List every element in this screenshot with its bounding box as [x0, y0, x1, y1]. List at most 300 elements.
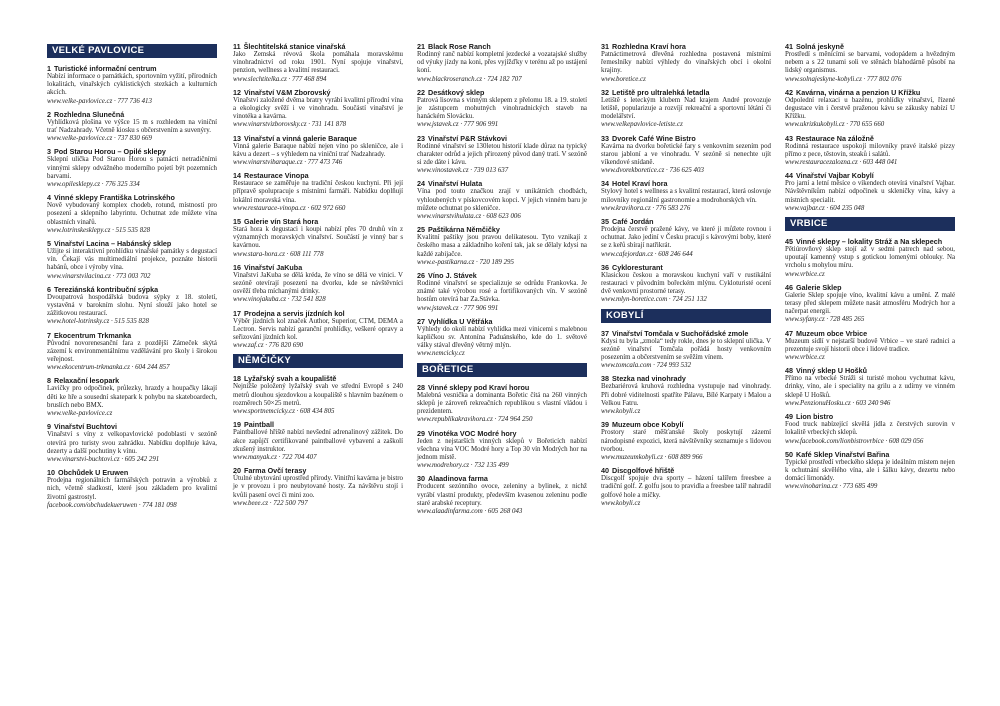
entry-contact-link[interactable]: www.manyak.cz · 722 704 407 — [233, 453, 317, 461]
entry-title-text: Vinařství P&R Stávkovi — [428, 133, 507, 143]
entry-description: Výhledy do okolí nabízí vyhlídka mezi vinicemi s malebnou kapličkou sv. Antonína Paduánského, kde do 1. světové války stával dřevěný větrný mlýn. — [417, 325, 587, 350]
entry-description: Stylový hotel s wellness a s kvalitní restaurací, která oslovuje milovníky regionální gastronomie a modrohorských vín. — [601, 188, 771, 204]
entry-description: Letiště s leteckým klubem Nad krajem André provozuje letiště, popularizuje a rozvíjí rekreační a sportovní létání či modelářství. — [601, 96, 771, 121]
entry-title-text: Farma Ovčí terasy — [244, 466, 307, 476]
entry-title — [417, 179, 587, 188]
entry-title-text: Dvorek Café Wine Bistro — [612, 133, 696, 143]
entry-title — [233, 42, 403, 51]
entry-number: 36 — [601, 262, 609, 272]
attraction-entry — [417, 88, 587, 130]
attraction-entry — [785, 283, 955, 325]
entry-contact-link[interactable]: www.lotrinskesklepy.cz · 515 535 828 — [47, 226, 151, 234]
entry-title-text: Stezka nad vinohrady — [612, 374, 686, 384]
attraction-entry — [233, 171, 403, 213]
entry-number: 4 — [47, 193, 51, 203]
entry-contact-link[interactable]: www.solnajeskyne-kobyli.cz · 777 802 076 — [785, 75, 902, 83]
attraction-entry — [601, 217, 771, 259]
entry-number: 13 — [233, 133, 241, 143]
entry-number: 9 — [47, 422, 51, 432]
entry-title-text: Rozhledna Slunečná — [54, 109, 125, 119]
entry-description: Nejnižše položený lyžařský svah ve střední Evropě s 240 metrů dlouhou sjezdovkou a koupaliště s hlavním bazénem o rozměrech 50×25 metrů. — [233, 383, 403, 407]
entry-description: Rodinný ranč nabízí kompletní jezdecké a vozatajské služby od výuky jízdy na koni, přes vyjížďky v terénu až po ustájení koní. — [417, 51, 587, 75]
entry-number: 45 — [785, 237, 793, 247]
entry-title — [785, 329, 955, 338]
entry-contact-link[interactable]: www.vinobarina.cz · 773 685 499 — [785, 483, 878, 491]
attraction-entry — [601, 42, 771, 84]
entry-number: 41 — [785, 42, 793, 51]
attraction-entry — [785, 42, 955, 84]
entry-title-text: Vinotéka VOC Modré hory — [428, 428, 517, 438]
entry-title-text: Vinařství JaKuba — [244, 262, 303, 272]
entry-contact-link[interactable]: www.vinarstvibaraque.cz · 777 473 746 — [233, 159, 343, 167]
entry-number: 7 — [47, 330, 51, 340]
entry-title — [47, 331, 217, 340]
entry-contact-link[interactable]: www.boretice.cz — [601, 75, 646, 83]
attraction-entry — [417, 474, 587, 516]
entry-title — [601, 88, 771, 97]
entry-title — [47, 468, 217, 477]
attraction-entry — [601, 179, 771, 213]
entry-title — [417, 134, 587, 143]
entry-contact-link[interactable]: www.stara-hora.cz · 608 111 778 — [233, 250, 324, 258]
entry-title-text: Vinné sklepy Františka Lotrinského — [54, 193, 175, 203]
entry-title — [417, 429, 587, 438]
entry-description: Nově vybudovaný komplex chodeb, rotund, místností pro posezení a sklepního labyrintu. Ochutnat zde můžete vína oblastních vinařů. — [47, 202, 217, 226]
section-heading: VRBICE — [785, 217, 955, 231]
entry-description: Kdysi tu byla „zmola“ tedy rokle, dnes je to sklepní ulička. V sezóně vinařství Tomčala pořádá hosty venkovním posezením a občerstvením se svěžím vínem. — [601, 337, 771, 362]
entry-title — [47, 239, 217, 248]
entry-number: 40 — [601, 466, 609, 476]
entry-number: 50 — [785, 449, 793, 459]
entry-title — [785, 412, 955, 421]
column-2 — [233, 42, 403, 512]
attraction-entry — [601, 134, 771, 176]
attraction-entry — [233, 42, 403, 84]
entry-title-text: Discgolfové hřiště — [612, 466, 675, 476]
section-heading: KOBYLÍ — [601, 309, 771, 323]
entry-contact-link[interactable]: www.sportnemcicky.cz · 608 434 805 — [233, 408, 335, 416]
entry-title-text: Vinné sklepy pod Kraví horou — [428, 382, 530, 392]
entry-number: 26 — [417, 271, 425, 281]
entry-contact-link[interactable]: www.tomcala.com · 724 993 532 — [601, 362, 692, 370]
entry-description: Restaurace se zaměřuje na tradiční českou kuchyni. Při její přípravě spolupracuje s místními farmáři. Nabídku doplňují lokální moravská vína. — [233, 180, 403, 204]
entry-number: 35 — [601, 217, 609, 227]
entry-number: 31 — [601, 42, 609, 51]
entry-description: Rodinné vinařství se specializuje se odrůdu Frankovka. Je známé také výrobou rosé a fortifikovaných vín. V sezóně hostům otevírá bar Za.Stávka. — [417, 280, 587, 304]
entry-title-text: Paintball — [244, 420, 274, 430]
entry-description: Sklepní ulička Pod Starou Horou s patnácti netradičními vinnými sklepy odvážného moderního pojetí být pozemních barvami. — [47, 156, 217, 180]
attraction-entry — [233, 420, 403, 462]
entry-description: Vinařství založené dvěma bratry vyrábí kvalitní přírodní vína a ekologicky svěží i ve vinohradu. Součástí vinařství je vinotéka a kavárna. — [233, 96, 403, 121]
entry-contact-link[interactable]: www.mlyn-boretice.com · 724 251 132 — [601, 296, 707, 304]
entry-title-text: Kafé Sklep Vinařství Bařina — [796, 449, 890, 459]
entry-title-text: Vinařství Lacina – Habánský sklep — [54, 239, 172, 249]
entry-number: 11 — [233, 42, 241, 51]
entry-title-text: Obchůdek U Eruwen — [58, 468, 129, 478]
attraction-entry — [47, 193, 217, 235]
entry-title-text: Rozhledna Kraví hora — [612, 42, 686, 51]
entry-contact-link[interactable]: www.modrehory.cz · 732 135 499 — [417, 462, 509, 470]
entry-contact-link[interactable]: www.vinarstvihulata.cz · 608 623 006 — [417, 213, 521, 221]
entry-description: Food truck nabízející skvělá jídla z čerstvých surovin v lokalitě vrbeckých sklepů. — [785, 421, 955, 437]
entry-number: 33 — [601, 133, 609, 143]
entry-title-text: Black Rose Ranch — [428, 42, 491, 51]
entry-number: 23 — [417, 133, 425, 143]
entry-title-text: Tereziánská kontribuční sýpka — [54, 284, 159, 294]
entry-description: Jeden z nejstarších vinných sklepů v Bořeticích nabízí všechna vína VOC Modré hory a Top 30 vín Modrých hor na jednom místě. — [417, 437, 587, 461]
entry-title — [601, 329, 771, 338]
entry-contact-link[interactable]: www.dvorekboretice.cz · 736 625 403 — [601, 167, 704, 175]
entry-title — [47, 285, 217, 294]
attraction-entry — [785, 171, 955, 213]
entry-title — [785, 42, 955, 51]
entry-contact-link[interactable]: www.kobyli.cz — [601, 499, 641, 507]
entry-title-text: Solná jeskyně — [796, 42, 844, 51]
entry-title-text: Vinařství Tomčala v Suchořádské zmole — [612, 328, 749, 338]
attraction-entry — [785, 237, 955, 279]
attraction-entry — [417, 271, 587, 313]
attraction-entry — [47, 331, 217, 373]
entry-description: Pětiúrovňový sklep stojí až v sedmi patrech nad sebou, upoutají kamenný vstup s gotickou lomenými oblouky. Na vrcholu s mohylou míru. — [785, 246, 955, 270]
attraction-entry — [785, 134, 955, 168]
attraction-entry — [417, 429, 587, 471]
entry-title-text: Vinařství Hulata — [428, 179, 483, 189]
entry-description: Prostory staré měšťanské školy poskytují zázemí národopisné expozici, která návštěvníky seznamuje s lidovou tvorbou. — [601, 429, 771, 453]
entry-title — [233, 88, 403, 97]
entry-number: 28 — [417, 382, 425, 392]
entry-title — [601, 217, 771, 226]
section-heading: BOŘETICE — [417, 363, 587, 377]
attraction-entry — [47, 468, 217, 510]
entry-title-text: Galerie vín Stará hora — [244, 217, 319, 227]
entry-number: 10 — [47, 468, 55, 478]
entry-title-text: Lion bistro — [796, 412, 834, 422]
entry-title — [417, 474, 587, 483]
entry-description: Prodejna regionálních farmářských potravin a výrobků z nich, včetně sladkostí, které jsou základem pro kvalitní životní gastrostyl. — [47, 477, 217, 501]
entry-number: 37 — [601, 328, 609, 338]
entry-description: Prostředí s měnícími se barvami, vodopádem a hvězdným nebem a s 22 tunami soli ve stěnách blahodárně působí na lidský organismus. — [785, 51, 955, 75]
entry-number: 1 — [47, 64, 51, 73]
entry-title — [417, 42, 587, 51]
entry-description: Výběr jízdních kol značek Author, Superior, CTM, DEMA a Lectron. Servis nabízí garanční prohlídky, veškeré opravy a seřizování jízdních kol. — [233, 317, 403, 342]
entry-title-text: Šlechtitelská stanice vinařská — [243, 42, 346, 51]
entry-contact-link[interactable]: www.cafejordan.cz · 608 246 644 — [601, 250, 693, 258]
entry-title-text: Letiště pro ultralehká letadla — [612, 87, 710, 97]
entry-title-text: Restaurace Vinopa — [244, 171, 309, 181]
entry-description: Jako Zemská révová škola pomáhala moravskému vinohradnictví od roku 1901. Nyní spojuje vinařství, penzion, wellness a kvalitní restauraci. — [233, 51, 403, 75]
entry-number: 44 — [785, 171, 793, 181]
entry-contact-link[interactable]: www.alaadinfarma.com · 605 268 043 — [417, 507, 523, 515]
entry-title — [47, 422, 217, 431]
entry-description: Kvalitní paštiky jsou pravou delikatesou. Tyto vznikají z českého masa a základního koření tak, jak se dělaly kdysi na každé zabijačce. — [417, 234, 587, 258]
entry-description: Vinařství s víny z velkopavlovické podoblasti v sezóně otevírá pro turisty svou zahrádku. Nabídku doplňuje káva, dezerty a další pochutiny k vínu. — [47, 431, 217, 455]
attraction-entry — [417, 134, 587, 176]
entry-title — [233, 171, 403, 180]
entry-title — [47, 110, 217, 119]
attraction-entry — [47, 64, 217, 106]
entry-description: Pro jarní a letní měsíce o víkendech otevírá vinařství Vajbar. Návštěvníkům nabízí odpočinek u skleničky vína, kávy a místních specialit. — [785, 180, 955, 204]
attraction-entry — [47, 147, 217, 189]
entry-title-text: Víno J. Stávek — [428, 271, 477, 281]
entry-number: 14 — [233, 171, 241, 181]
entry-contact-link[interactable]: www.jstavek.cz · 777 906 991 — [417, 304, 499, 312]
attraction-entry — [417, 42, 587, 84]
entry-contact-link[interactable]: www.e-pastikarna.cz · 720 189 295 — [417, 258, 514, 266]
entry-title — [417, 317, 587, 326]
entry-title — [785, 450, 955, 459]
attraction-entry — [601, 466, 771, 508]
attraction-entry — [47, 376, 217, 418]
attraction-entry — [417, 317, 587, 359]
entry-title — [785, 283, 955, 292]
entry-number: 18 — [233, 374, 241, 384]
entry-description: Patrová lisovna s vinným sklepem z přelomu 18. a 19. století je zástupcem mohutných vinohradnických staveb na hanáckém Slovácku. — [417, 96, 587, 121]
entry-description: Vyhlídková plošina ve výšce 15 m s rozhledem na viniční trať Nadzahrady. Včetně kiosku s občerstvením a suvenýry. — [47, 118, 217, 135]
entry-number: 29 — [417, 428, 425, 438]
entry-title-text: Alaadinova farma — [428, 474, 488, 484]
entry-description: Muzeum sídlí v nejstarší budově Vrbice – ve staré radnici a prezentuje svojí historii obce i lidové tradice. — [785, 337, 955, 353]
attraction-entry — [785, 88, 955, 130]
entry-title-text: Desátkový sklep — [428, 87, 485, 97]
entry-title — [233, 420, 403, 429]
entry-contact-link[interactable]: www.syfany.cz · 728 485 265 — [785, 316, 865, 324]
entry-title — [233, 134, 403, 143]
entry-title-text: Cykloresturant — [612, 262, 663, 272]
entry-contact-link[interactable]: www.nemcicky.cz — [417, 350, 465, 358]
entry-contact-link[interactable]: www.vrbice.cz — [785, 270, 825, 278]
attraction-entry — [417, 383, 587, 425]
entry-title-text: Turistické informační centrum — [54, 64, 157, 73]
entry-title-text: Prodejna a servis jízdních kol — [244, 308, 345, 318]
entry-number: 2 — [47, 109, 51, 119]
column-4 — [601, 42, 771, 512]
entry-title — [601, 263, 771, 272]
entry-contact-link[interactable]: www.restauracezaloznа.cz · 603 448 041 — [785, 159, 898, 167]
entry-number: 21 — [417, 42, 425, 51]
entry-contact-link[interactable]: www.restaurace-vinopa.cz · 602 972 660 — [233, 204, 346, 212]
entry-title-text: Vinařství a vinná galerie Baraque — [244, 133, 357, 143]
entry-title-text: Vinařství V&M Zborovský — [244, 87, 331, 97]
entry-title — [233, 263, 403, 272]
entry-description: Paintballové hřiště nabízí nevšední adrenalinový zážitek. Do akce zapůjčí certifikované paintballové vybavení a zaškolí zkušený instruktor. — [233, 429, 403, 453]
entry-contact-link[interactable]: www.slechtitelka.cz · 777 468 894 — [233, 75, 327, 83]
entry-contact-link[interactable]: www.vinojakuba.cz · 732 541 828 — [233, 296, 326, 304]
attraction-entry — [601, 88, 771, 130]
entry-title — [785, 366, 955, 375]
entry-number: 20 — [233, 466, 241, 476]
entry-title — [785, 171, 955, 180]
section-heading: NĚMČIČKY — [233, 354, 403, 368]
attraction-entry — [233, 309, 403, 351]
entry-number: 46 — [785, 282, 793, 292]
entry-contact-link[interactable]: www.velke-pavlovice.cz · 777 736 413 — [47, 97, 152, 105]
entry-contact-link[interactable]: www.ekocentrum-trkmanka.cz · 604 244 857 — [47, 364, 170, 372]
entry-number: 19 — [233, 420, 241, 430]
entry-description: Původní novorenesanční fara z pozdější Zámeček skýtá zázemí k environmentálnímu vzdělávání pro školy i širokou veřejnost. — [47, 339, 217, 364]
entry-description: Kavárna na dvorku bořetické fary s venkovním sezením pod starou jabloní a ve vinohradu. V sezóně si nenechte ujít víkendové snídaně. — [601, 142, 771, 167]
entry-title — [47, 376, 217, 385]
entry-title — [785, 237, 955, 246]
entry-title-text: Relaxační lesopark — [54, 376, 120, 386]
entry-title-text: Vyhlídka U Větřáka — [428, 316, 493, 326]
entry-number: 17 — [233, 308, 241, 318]
attraction-entry — [233, 374, 403, 416]
entry-description: Galerie Sklep spojuje víno, kvalitní kávu a umění. Z malé terasy před sklepem můžete nasát atmosféru Modrých hor a načerpat energii. — [785, 291, 955, 316]
attraction-entry — [233, 217, 403, 259]
entry-number: 39 — [601, 420, 609, 430]
entry-number: 48 — [785, 366, 793, 376]
entry-contact-link[interactable]: www.hotel-lotrinsky.cz · 515 535 828 — [47, 318, 149, 326]
entry-contact-link[interactable]: www.PenzionuHosku.cz · 603 240 946 — [785, 399, 891, 407]
entry-contact-link[interactable]: facebook.com/obchudekueruwen · 774 181 098 — [47, 501, 177, 509]
entry-contact-link[interactable]: www.kobyli.cz — [601, 408, 641, 416]
attraction-entry — [785, 329, 955, 363]
entry-title-text: Muzeum obce Kobylí — [612, 420, 684, 430]
entry-contact-link[interactable]: www.opilesklepy.cz · 776 325 334 — [47, 181, 140, 189]
entry-number: 12 — [233, 87, 241, 97]
entry-number: 6 — [47, 284, 51, 294]
entry-number: 30 — [417, 474, 425, 484]
entry-number: 34 — [601, 179, 609, 189]
entry-title — [417, 271, 587, 280]
entry-contact-link[interactable]: www.vajbar.cz · 604 235 048 — [785, 204, 865, 212]
entry-title-text: Muzeum obce Vrbice — [796, 328, 868, 338]
entry-contact-link[interactable]: www.velke-pavlovice.cz · 737 830 669 — [47, 135, 152, 143]
entry-title — [785, 134, 955, 143]
entry-contact-link[interactable]: www.vinarstvilacina.cz · 773 003 702 — [47, 272, 151, 280]
entry-title-text: Pod Starou Horou – Opilé sklepy — [54, 147, 166, 157]
entry-description: Producent sezónního ovoce, zeleniny a bylinek, z nichž vyrábí vlastní produkty, především kvasenou zeleninu podle staré arabské receptury. — [417, 483, 587, 507]
entry-title-text: Vinný sklep U Hošků — [796, 366, 867, 376]
attraction-entry — [417, 179, 587, 221]
entry-description: Patnáctimetrová dřevěná rozhledna postavená místními řemeslníky nabízí výhledy do vinařských obcí i okolní krajiny. — [601, 51, 771, 75]
entry-title — [601, 420, 771, 429]
entry-contact-link[interactable]: www.blackroseranch.cz · 724 182 707 — [417, 75, 522, 83]
entry-title-text: Hotel Kraví hora — [612, 179, 668, 189]
entry-title — [601, 466, 771, 475]
entry-contact-link[interactable]: www.velke-pavlovice.cz — [47, 410, 113, 418]
entry-number: 16 — [233, 262, 241, 272]
entry-contact-link[interactable]: www.velkepavlovice-letiste.cz — [601, 121, 683, 129]
entry-title — [601, 42, 771, 51]
entry-description: Typické prostředí vrbeckého sklepa je ideálním místem nejen k ochutnání skvělého vína, ale i šálku kávy, dezertu nebo domácí limonády. — [785, 458, 955, 483]
entry-number: 5 — [47, 239, 51, 249]
column-1 — [47, 42, 217, 514]
attraction-entry — [785, 366, 955, 408]
entry-contact-link[interactable]: www.vinarstvizborovsky.cz · 731 141 878 — [233, 121, 347, 129]
entry-title — [601, 374, 771, 383]
entry-title-text: Galerie Sklep — [796, 282, 842, 292]
entry-description: Rodinná restaurace uspokojí milovníky pravé italské pizzy přímo z pece, těstovin, steaků i salátů. — [785, 142, 955, 158]
entry-contact-link[interactable]: www.vinarstvi-buchtovi.cz · 605 242 291 — [47, 455, 160, 463]
entry-title — [417, 225, 587, 234]
column-3 — [417, 42, 587, 520]
column-5 — [785, 42, 955, 496]
entry-description: Útulné ubytování uprostřed přírody. Vinitřní kavárna je bistro je v provozu i pro neubytované hosty. Za návštěvu stojí i kvůli pasení ovcí či mini zoo. — [233, 475, 403, 499]
entry-title-text: Restaurace Na záložně — [796, 133, 874, 143]
entry-number: 43 — [785, 133, 793, 143]
entry-contact-link[interactable]: www.vrbice.cz — [785, 354, 825, 362]
entry-title — [47, 64, 217, 73]
attraction-entry — [601, 420, 771, 462]
entry-title-text: Ekocentrum Trkmanka — [54, 330, 132, 340]
entry-number: 38 — [601, 374, 609, 384]
entry-description: Vína pod touto značkou zrají v unikátních chodbách, vyhloubených v pískovcovém kopci. V jejich vinném baru je můžete ochutnat po skleničce. — [417, 188, 587, 212]
attraction-entry — [601, 263, 771, 305]
attraction-entry — [233, 134, 403, 168]
entry-title-text: Vinné sklepy – lokality Stráž a Na sklepech — [796, 237, 943, 247]
entry-title — [417, 88, 587, 97]
entry-contact-link[interactable]: www.kravihora.cz · 776 583 276 — [601, 204, 691, 212]
entry-number: 49 — [785, 412, 793, 422]
entry-number: 15 — [233, 217, 241, 227]
entry-contact-link[interactable]: www.facebook.com/lionbistrovrbice · 608 029 056 — [785, 437, 924, 445]
entry-number: 25 — [417, 225, 425, 235]
entry-title-text: Café Jordán — [612, 217, 654, 227]
attraction-entry — [785, 450, 955, 492]
entry-contact-link[interactable]: www.ukrizkukobyli.cz · 770 655 660 — [785, 121, 885, 129]
entry-description: Rodinné vinařství se 130letou historií klade důraz na typický charakter odrůd a jejich přirozený původ daný tratí. V sezóně si zde dáte i kávu. — [417, 142, 587, 167]
entry-description: Vinařství JaKuba se dělá kréda, že víno se dělá ve vinici. V sezóně otevírají posezení na dvorku, kde se návštěvníci osvěží třeba míchanými drinky. — [233, 271, 403, 296]
entry-description: Bezbariérová kruhová rozhledna vystupuje nad vinohrady. Při dobré viditelnosti spatříte Pálavu, Bílé Karpaty i Malou a Velkou Fatru. — [601, 383, 771, 407]
entry-title — [47, 193, 217, 202]
entry-title — [601, 179, 771, 188]
entry-title-text: Vinařství Buchtovi — [54, 422, 117, 432]
entry-description: Discgolf spojuje dva sporty – házení talířem freesbee a tradiční golf. Z golfu jsou to pravidla a freesbee talíř nahradil golfové hole a míčky. — [601, 475, 771, 499]
entry-contact-link[interactable]: www.zaf.cz · 776 820 690 — [233, 342, 304, 350]
entry-title — [233, 217, 403, 226]
entry-description: Stará hora k degustaci i koupi nabízí přes 70 druhů vín z významných moravských vinařství. Součástí je vinný bar s kavárnou. — [233, 226, 403, 250]
attraction-entry — [233, 88, 403, 130]
entry-description: Malebná vesnička a dominanta Bořetic čítá na 260 vinných sklepů je zároveň rekreačních republikou s vlastní vládou i prezidentem. — [417, 391, 587, 416]
entry-number: 47 — [785, 328, 793, 338]
entry-title — [785, 88, 955, 97]
entry-number: 24 — [417, 179, 425, 189]
attraction-entry — [233, 466, 403, 508]
entry-description: Dvoupatrová hospodářská budova sýpky z 18. století, vystavěná v barokním slohu. Nyní slouží jako hotel se zážitkovou restaurací. — [47, 293, 217, 318]
entry-description: Lavičky pro odpočinek, průlezky, hrazdy a houpačky lákají děti ke hře a sousední skatepark k pohybu na skateboardech, bruslích nebo BMX. — [47, 385, 217, 409]
entry-contact-link[interactable]: www.republikakravihora.cz · 724 964 250 — [417, 416, 533, 424]
attraction-entry — [47, 422, 217, 464]
entry-contact-link[interactable]: www.vinostavek.cz · 739 013 637 — [417, 167, 509, 175]
entry-number: 32 — [601, 87, 609, 97]
entry-title-text: Lyžařský svah a koupaliště — [244, 374, 337, 384]
entry-title — [233, 466, 403, 475]
entry-title-text: Kavárna, vinárna a penzion U Křížku — [796, 87, 921, 97]
attraction-entry — [601, 374, 771, 416]
section-heading: VELKÉ PAVLOVICE — [47, 44, 217, 58]
entry-contact-link[interactable]: www.jstavek.cz · 777 906 991 — [417, 121, 499, 129]
entry-title — [417, 383, 587, 392]
entry-number: 42 — [785, 87, 793, 97]
entry-description: Užijte si interaktivní prohlídku vinařské památky s degustací vín. Čekají vás multimediální projekce, poznáte historii habánů, obce i výroby vína. — [47, 248, 217, 272]
entry-contact-link[interactable]: www.muzeumkobyli.cz · 608 889 966 — [601, 453, 703, 461]
attraction-entry — [601, 329, 771, 371]
entry-description: Vinná galerie Baraque nabízí nejen víno po skleničce, ale i kávu a dezert – s výhledem na viniční trať Nadzahrady. — [233, 142, 403, 158]
attraction-entry — [47, 110, 217, 144]
entry-number: 22 — [417, 87, 425, 97]
entry-title-text: Paštikárna Němčičky — [428, 225, 500, 235]
entry-description: Klasickou českou a moravskou kuchyní vaří v rustikální restauraci v původním bořeckém mlýnu. Cykloturisté ocení dvě venkovní prostorné terasy. — [601, 271, 771, 296]
attraction-entry — [47, 239, 217, 281]
entry-description: Odpolední relaxaci u bazénu, prohlídky vinařství, řízené degustace vín i čerstvě praženou kávu se zákusky nabízí U Křížku. — [785, 96, 955, 121]
entry-title — [233, 374, 403, 383]
attraction-entry — [785, 412, 955, 446]
attraction-entry — [47, 285, 217, 327]
entry-contact-link[interactable]: www.beee.cz · 722 500 797 — [233, 499, 308, 507]
entry-number: 8 — [47, 376, 51, 386]
entry-title — [47, 147, 217, 156]
